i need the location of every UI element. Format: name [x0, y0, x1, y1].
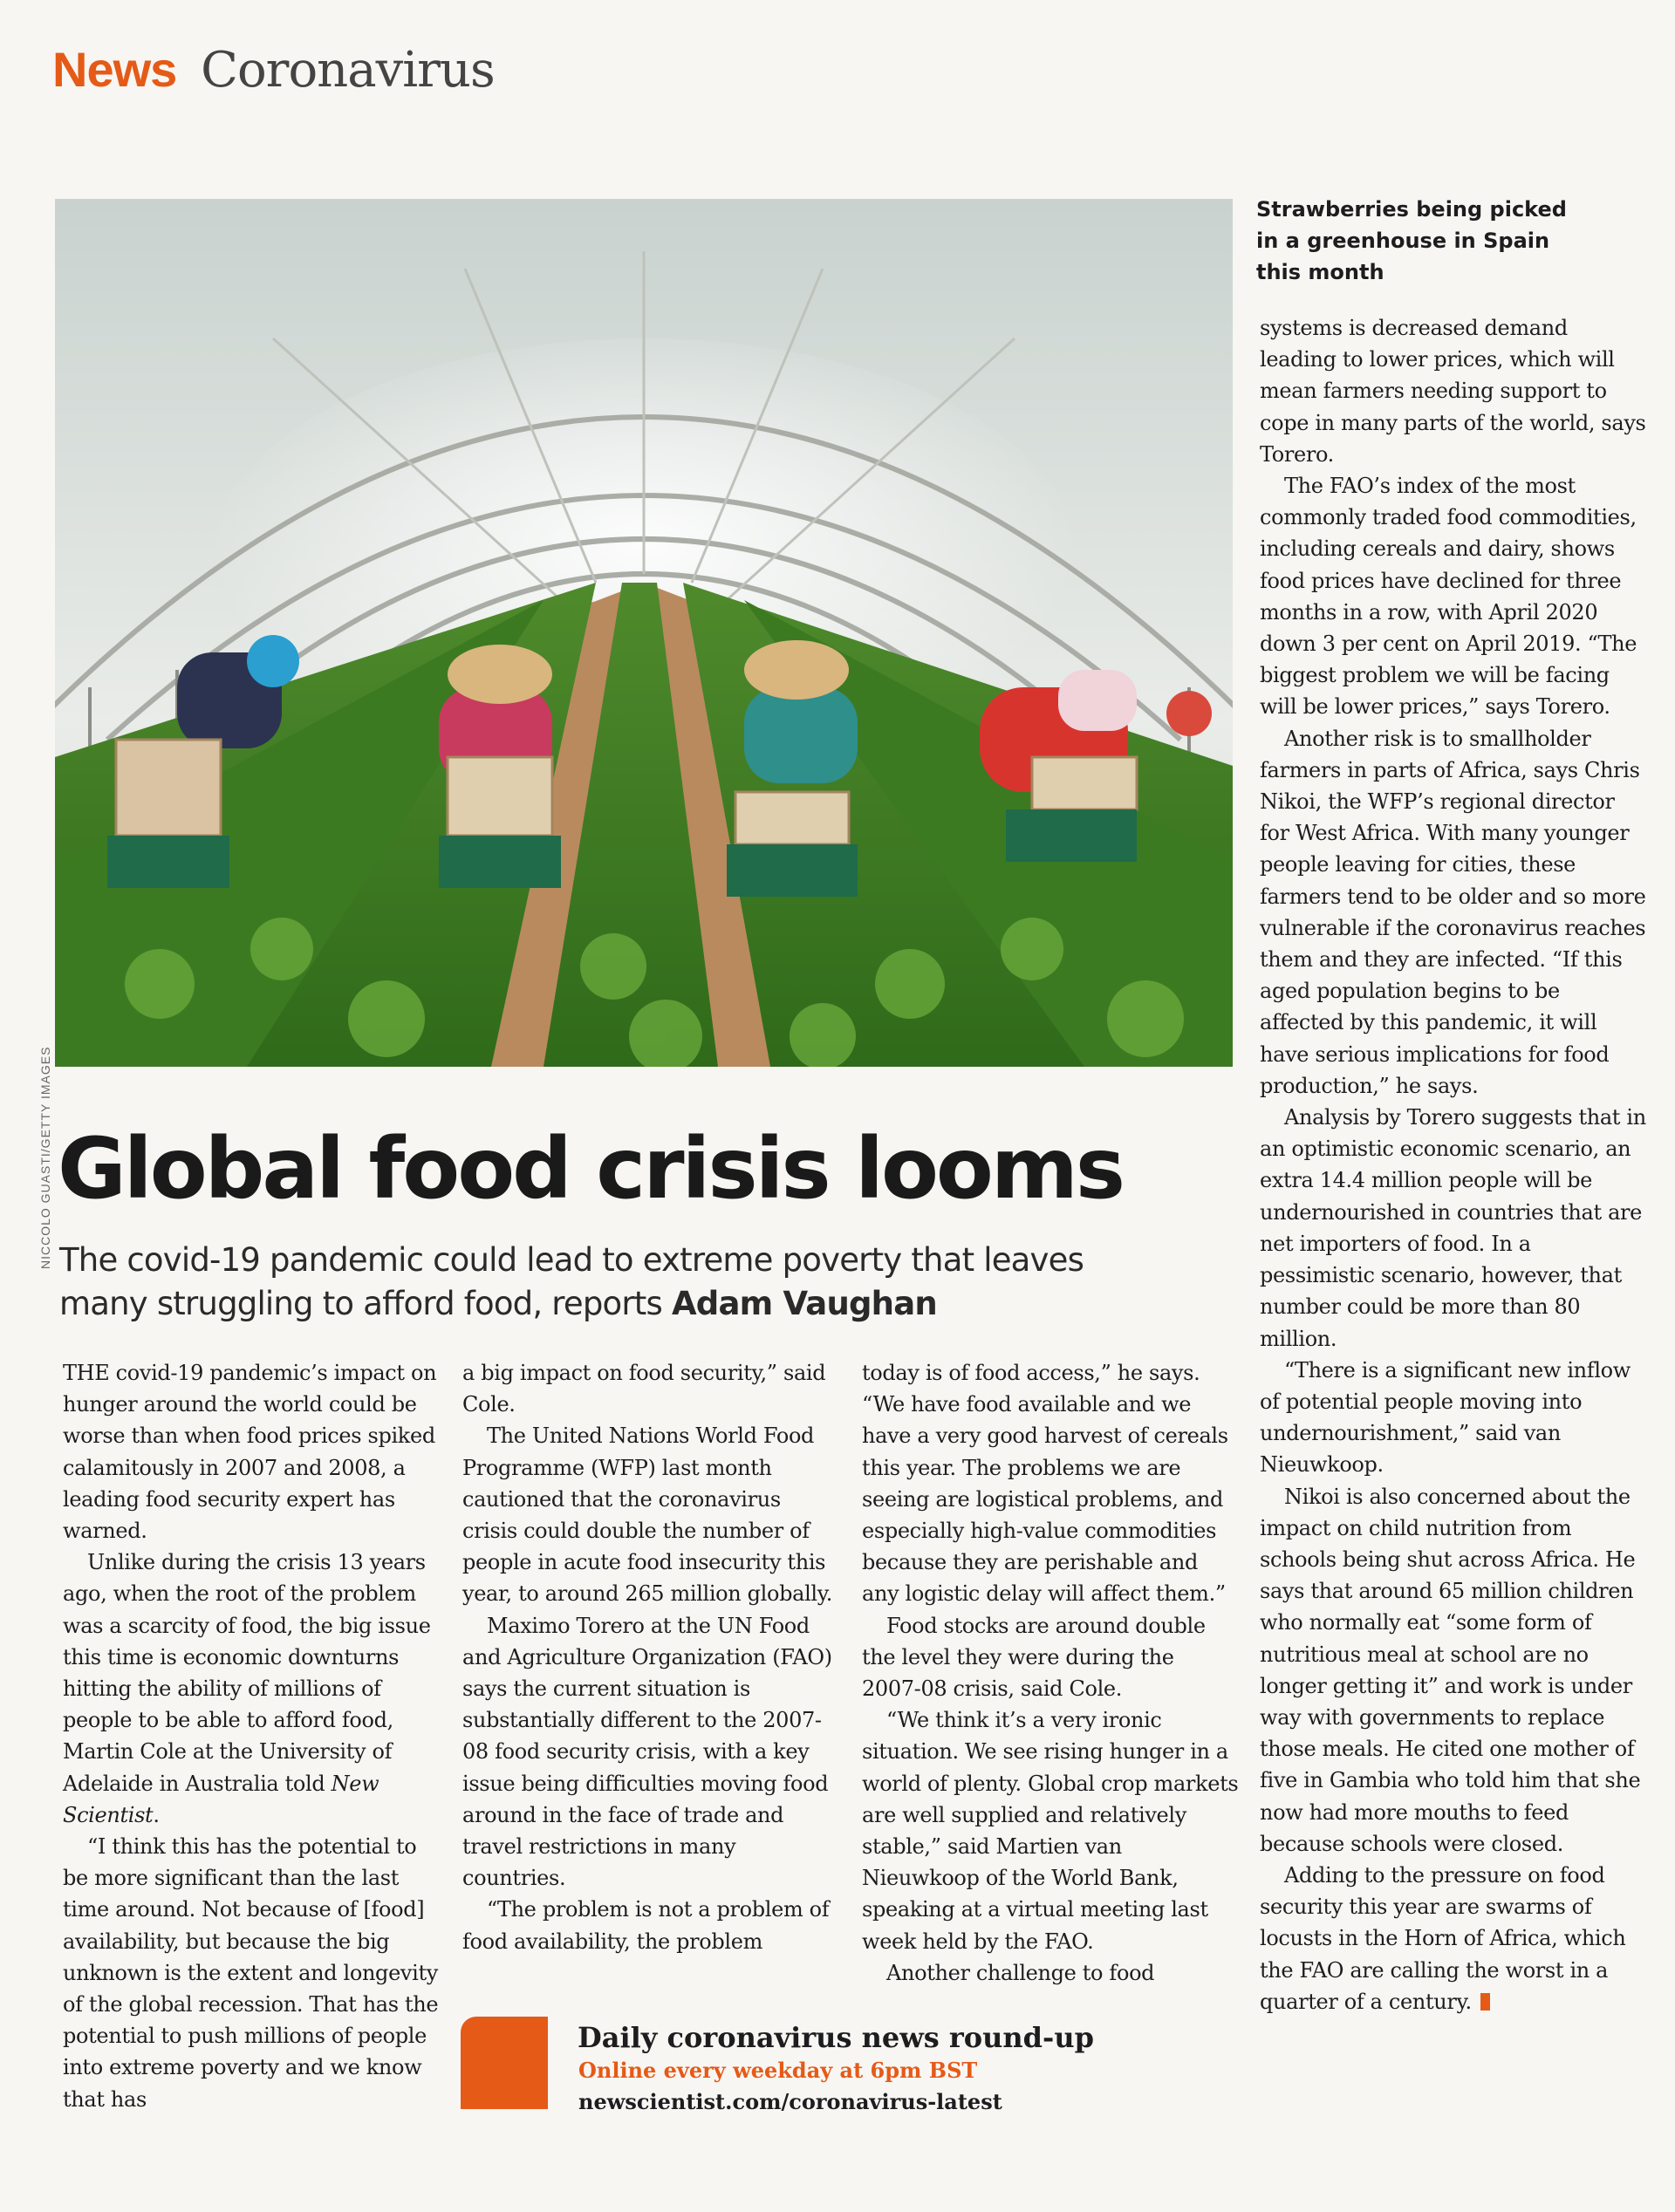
article-column-4 — [1260, 312, 1648, 2017]
paragraph: “There is a significant new inflow of potential people moving into undernourishment,” said van Nieuwkoop. — [1260, 1357, 1631, 1478]
photo-caption — [1256, 194, 1623, 288]
paragraph: Another risk is to smallholder farmers in parts of Africa, says Chris Nikoi, the WFP’s regional director for West Africa. With many younger people leaving for cities, these farmers tend to be older and so more vulnerable if the coronavirus reaches them and they are infected. “If this aged population begins to be affected by this pandemic, it will have serious implications for food production,” he says. — [1260, 726, 1646, 1098]
paragraph: Adding to the pressure on food security this year are swarms of locusts in the Horn of Africa, which the FAO are calling the worst in a quarter of a century. — [1260, 1862, 1626, 2014]
paragraph: “We think it’s a very ironic situation. We see rising hunger in a world of plenty. Global crop markets are well supplied and relatively stable,” said Martien van Nieuwkoop of the World Bank, speaking at a virtual meeting last week held by the FAO. — [862, 1708, 1239, 1954]
promo-subtitle: Online every weekday at 6pm BST — [578, 2058, 978, 2083]
paragraph: The United Nations World Food Programme (WFP) last month cautioned that the coronavirus crisis could double the number of people in acute food insecurity this year, to around 265 million globally. — [462, 1423, 833, 1607]
promo-accent-icon — [461, 2017, 548, 2109]
standfirst — [59, 1239, 1106, 1326]
paragraph: Unlike during the crisis 13 years ago, when the root of the problem was a scarcity of food, the big issue this time is economic downturns hitting the ability of millions of people to be able to afford food, Martin Cole at the University of Adelaide in Australia told New Scientist. — [63, 1550, 431, 1827]
end-of-article-icon — [1480, 1993, 1490, 2011]
promo-url-link[interactable]: newscientist.com/coronavirus-latest — [578, 2089, 1002, 2114]
paragraph: “The problem is not a problem of food availability, the problem — [462, 1897, 830, 1954]
paragraph: THE covid-19 pandemic’s impact on hunger around the world could be worse than when food prices spiked calamitously in 2007 and 2008, a leading food security expert has warned. — [63, 1361, 437, 1544]
paragraph: today is of food access,” he says. “We have food available and we have a very good harvest of cereals this year. The problems we are seeing are logistical problems, and especially high-value commodities because they are perishable and any logistic delay will affect them.” — [862, 1361, 1228, 1607]
headline: Global food crisis looms — [58, 1120, 1124, 1218]
article-photo — [55, 199, 1233, 1067]
greenhouse-illustration — [55, 199, 1233, 1067]
author-name: Adam Vaughan — [671, 1285, 937, 1322]
article-column-2 — [462, 1357, 838, 1957]
paragraph: systems is decreased demand leading to lower prices, which will mean farmers needing support to cope in many parts of the world, says Torero. — [1260, 316, 1646, 467]
paragraph: Another challenge to food — [886, 1960, 1155, 1985]
paragraph: “I think this has the potential to be more significant than the last time around. Not because of [food] availability, but because the big unknown is the extent and longevity of the global recession. That has the potential to push millions of people into extreme poverty and we know that has — [63, 1834, 439, 2112]
caption-line: this month — [1256, 260, 1384, 284]
section-label: News — [52, 42, 177, 97]
paragraph: a big impact on food security,” said Cole. — [462, 1361, 826, 1417]
publication-name: New Scientist — [63, 1771, 379, 1827]
paragraph: Nikoi is also concerned about the impact on child nutrition from schools being shut across Africa. He says that around 65 million children who normally eat “some form of nutritious meal at school are no longer getting it” and work is under way with governments to replace those meals. He cited one mother of five in Gambia who told him that she now had more mouths to feed because schools were closed. — [1260, 1484, 1641, 1856]
topic-label: Coronavirus — [201, 42, 495, 99]
section-header — [52, 42, 495, 99]
photo-credit: NICCOLO GUASTI/GETTY IMAGES — [38, 1046, 52, 1269]
article-column-3 — [862, 1357, 1239, 1989]
promo-title: Daily coronavirus news round-up — [578, 2021, 1094, 2054]
article-column-1 — [63, 1357, 447, 2115]
standfirst-text: The covid-19 pandemic could lead to extreme poverty that leaves many struggling to afford food, reports — [59, 1241, 1084, 1322]
caption-line: Strawberries being picked — [1256, 197, 1567, 222]
caption-line: in a greenhouse in Spain — [1256, 229, 1550, 253]
paragraph: Analysis by Torero suggests that in an optimistic economic scenario, an extra 14.4 million people will be undernourished in countries that are net importers of food. In a pessimistic scenario, however, that number could be more than 80 million. — [1260, 1105, 1646, 1351]
paragraph: The FAO’s index of the most commonly traded food commodities, including cereals and dairy, shows food prices have declined for three months in a row, with April 2020 down 3 per cent on April 2019. “The biggest problem we will be facing will be lower prices,” says Torero. — [1260, 474, 1637, 720]
paragraph: Maximo Torero at the UN Food and Agriculture Organization (FAO) says the current situation is substantially different to the 2007-08 food security crisis, with a key issue being difficulties moving food around in the face of trade and travel restrictions in many countries. — [462, 1613, 832, 1891]
paragraph: Food stocks are around double the level they were during the 2007-08 crisis, said Cole. — [862, 1613, 1206, 1702]
